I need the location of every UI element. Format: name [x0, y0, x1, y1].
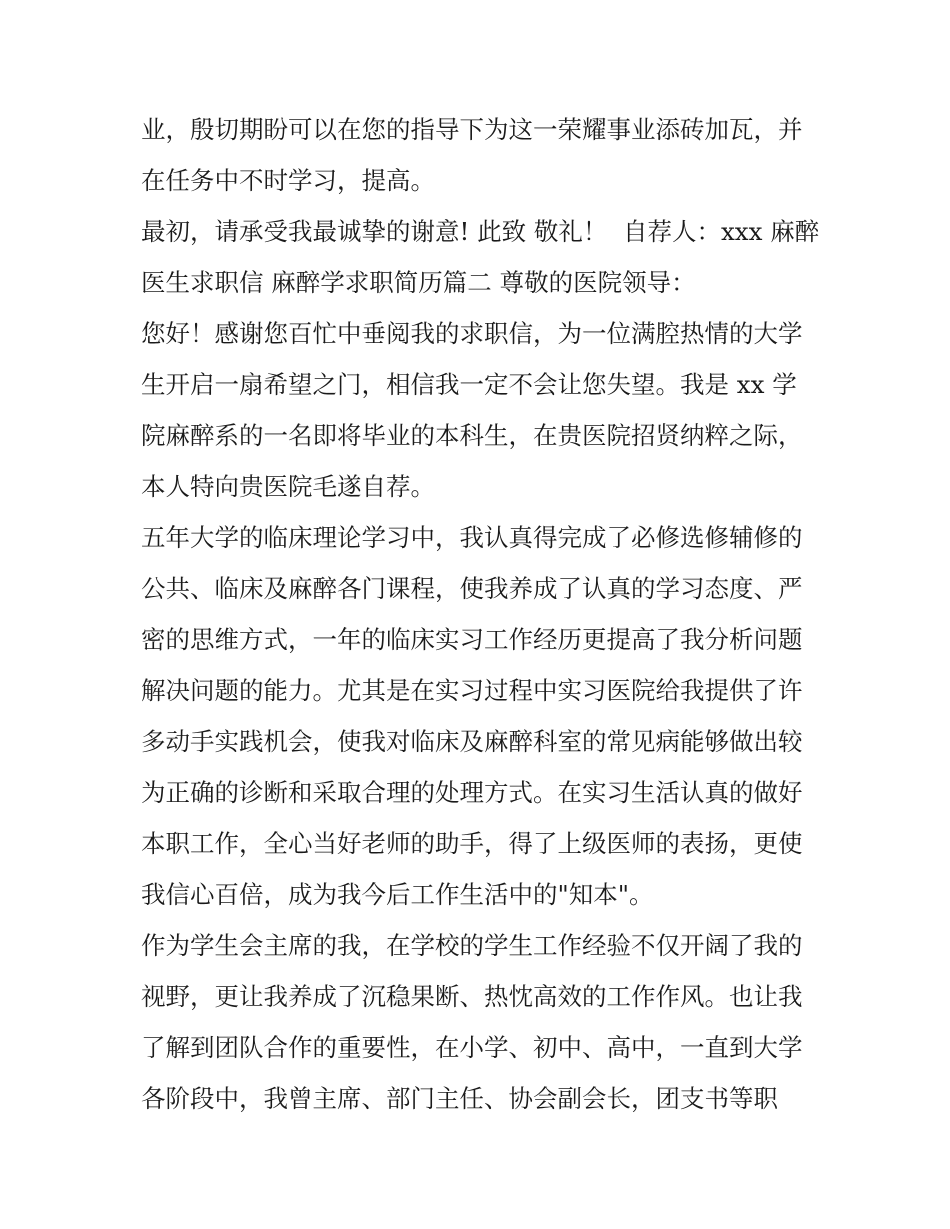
text-line: 最初，请承受我最诚挚的谢意! 此致 敬礼！ 自荐人：xxx 麻醉 [141, 217, 820, 246]
text-line: 业，殷切期盼可以在您的指导下为这一荣耀事业添砖加瓦，并 [141, 115, 803, 144]
text-line: 院麻醉系的一名即将毕业的本科生，在贵医院招贤纳粹之际， [141, 421, 803, 450]
text-line: 解决问题的能力。尤其是在实习过程中实习医院给我提供了许 [141, 676, 803, 705]
text-line: 公共、临床及麻醉各门课程，使我养成了认真的学习态度、严 [141, 574, 803, 603]
text-line: 我信心百倍，成为我今后工作生活中的"知本"。 [141, 880, 654, 909]
text-line: 本职工作，全心当好老师的助手，得了上级医师的表扬，更使 [141, 829, 803, 858]
text-line: 视野，更让我养成了沉稳果断、热忱高效的工作作风。也让我 [141, 982, 803, 1011]
text-line: 五年大学的临床理论学习中，我认真得完成了必修选修辅修的 [141, 523, 803, 552]
text-line: 多动手实践机会，使我对临床及麻醉科室的常见病能够做出较 [141, 727, 803, 756]
text-line: 生开启一扇希望之门，相信我一定不会让您失望。我是 xx 学 [141, 370, 797, 399]
text-line: 您好！感谢您百忙中垂阅我的求职信，为一位满腔热情的大学 [141, 319, 803, 348]
text-line: 医生求职信 麻醉学求职简历篇二 尊敬的医院领导： [141, 268, 696, 297]
text-line: 为正确的诊断和采取合理的处理方式。在实习生活认真的做好 [141, 778, 803, 807]
text-line: 密的思维方式，一年的临床实习工作经历更提高了我分析问题 [141, 625, 803, 654]
text-line: 在任务中不时学习，提高。 [141, 166, 435, 195]
text-line: 作为学生会主席的我，在学校的学生工作经验不仅开阔了我的 [141, 931, 803, 960]
text-line: 本人特向贵医院毛遂自荐。 [141, 472, 435, 501]
body-text [141, 104, 821, 1124]
text-line: 各阶段中，我曾主席、部门主任、协会副会长，团支书等职 [141, 1084, 778, 1113]
text-line: 了解到团队合作的重要性，在小学、初中、高中，一直到大学 [141, 1033, 803, 1062]
